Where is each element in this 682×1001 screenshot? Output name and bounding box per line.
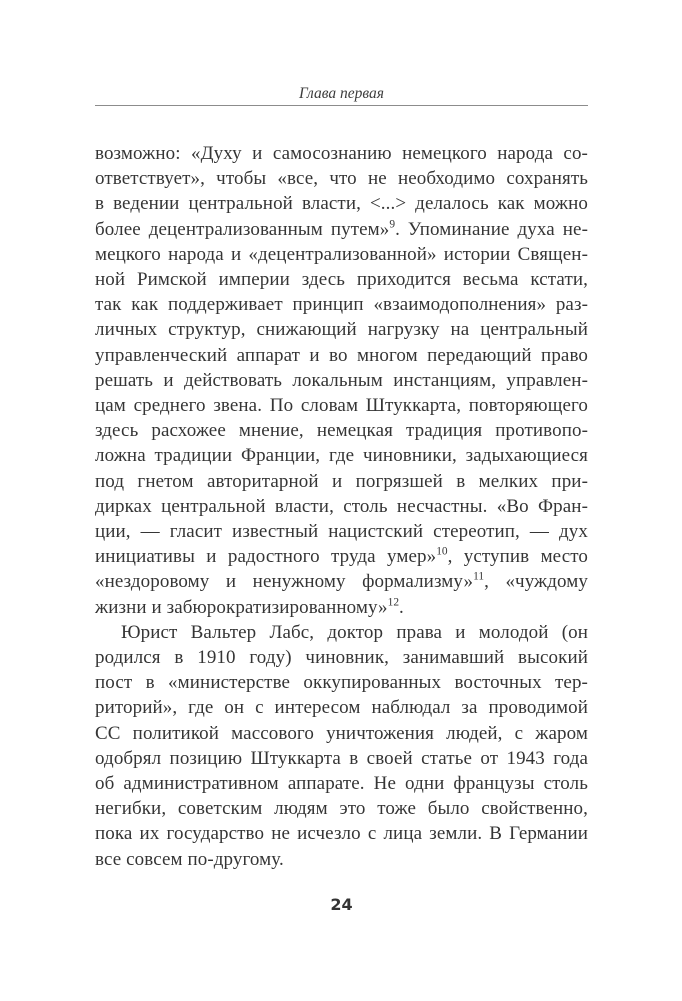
text-line: так как поддерживает принцип «взаимодополнения» раз- (95, 294, 588, 316)
footnote-ref: 9 (389, 218, 396, 231)
text-line: ложна традиции Франции, где чиновники, задыхающиеся (95, 445, 588, 467)
text-line: ответствует», чтобы «все, что не необходимо сохранять (95, 168, 588, 190)
text-line: одобрял позицию Штуккарта в своей статье от 1943 года (95, 747, 588, 769)
text-line: более децентрализованным путем»$^9$. Упоминание духа не- (95, 218, 588, 240)
text-line: риторий», где он с интересом наблюдал за проводимой (95, 697, 588, 719)
paragraph (95, 141, 588, 620)
text-line: управленческий аппарат и во многом передающий право (95, 344, 588, 366)
text-line: личных структур, снижающий нагрузку на центральный (95, 319, 588, 341)
header-divider (95, 105, 588, 106)
text-line: ной Римской империи здесь приходится весьма кстати, (95, 269, 588, 291)
text-line: родился в 1910 году) чиновник, занимавший высокий (95, 647, 588, 669)
text-line: пока их государство не исчезло с лица земли. В Германии (95, 823, 588, 845)
paragraph (95, 620, 588, 872)
text-line: возможно: «Духу и самосознанию немецкого народа со- (95, 143, 588, 164)
chapter-title: Глава первая (299, 85, 384, 102)
text-line: здесь расхожее мнение, немецкая традиция противопо- (95, 420, 588, 442)
text-line: негибки, советским людям это тоже было свойственно, (95, 798, 588, 820)
text-line: цам среднего звена. По словам Штуккарта, повторяющего (95, 395, 588, 417)
text-line: дирках центральной власти, столь несчастны. «Во Фран- (95, 495, 588, 517)
text-line: ции, — гласит известный нацистский стереотип, — дух (95, 521, 588, 543)
text-line: об административном аппарате. Не одни французы столь (95, 773, 588, 795)
text-line: жизни и забюрократизированному»$^{12}$. (95, 596, 404, 618)
footnote-ref: 10 (436, 545, 448, 558)
footnote-ref: 12 (387, 596, 400, 609)
text-line: решать и действовать локальным инстанциям, управлен- (95, 369, 588, 391)
text-line: инициативы и радостного труда умер»$^{10}$, уступив место (95, 545, 588, 568)
text-line: пост в «министерстве оккупированных восточных тер- (95, 672, 588, 694)
footnote-ref: 11 (473, 571, 485, 584)
text-line: все совсем по-другому. (95, 848, 284, 870)
page-number: 24 (330, 895, 353, 914)
body-text (95, 141, 588, 872)
text-line: Юрист Вальтер Лабс, доктор права и молодой (он (121, 621, 588, 643)
text-line: под гнетом авторитарной и погрязшей в мелких при- (95, 470, 588, 492)
text-line: «нездоровому и ненужному формализму»$^{11}$, «чуждому (95, 571, 588, 593)
text-line: мецкого народа и «децентрализованной» истории Священ- (95, 243, 588, 265)
text-line: СС политикой массового уничтожения людей, с жаром (95, 722, 588, 744)
text-line: в ведении центральной власти, <...> делалось как можно (95, 193, 588, 215)
running-head (95, 84, 588, 103)
